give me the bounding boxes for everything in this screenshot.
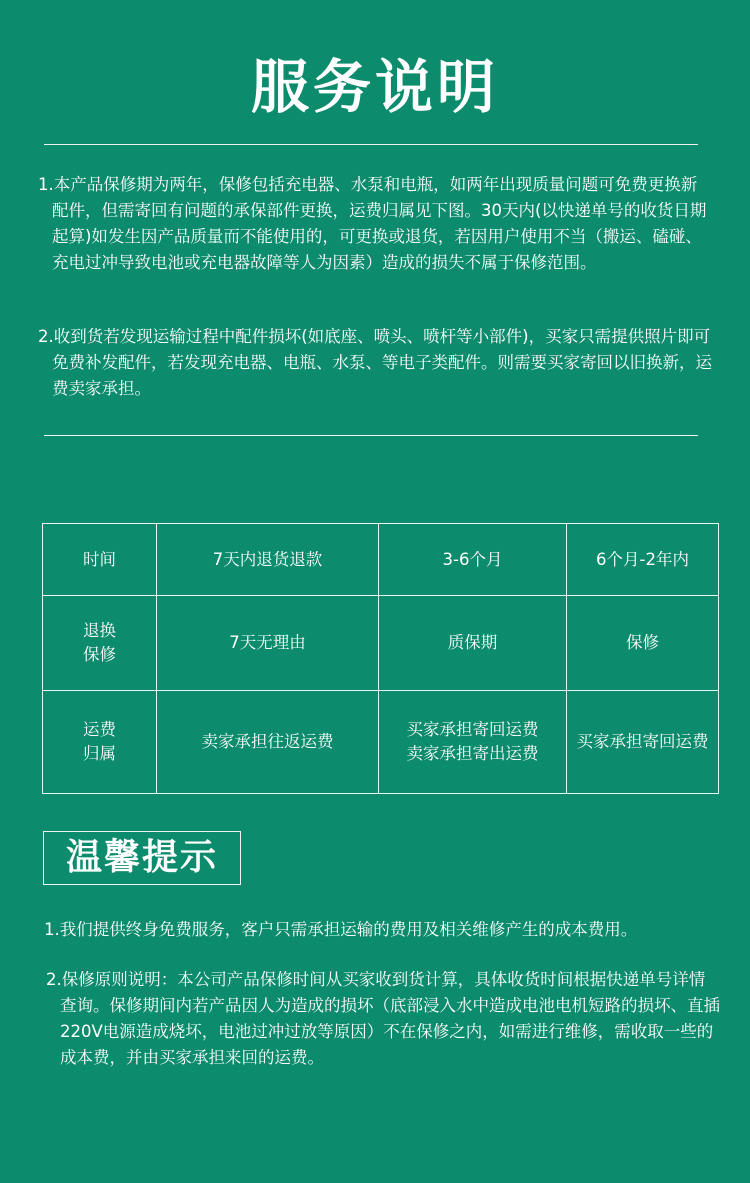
row-label-exchange-line2: 保修	[83, 645, 116, 664]
shipping-note-line1: 买家承担寄回运费	[406, 720, 539, 739]
row-label-shipping-line1: 运费	[83, 720, 116, 739]
tip-1: 1.我们提供终身免费服务，客户只需承担运输的费用及相关维修产生的成本费用。	[44, 920, 638, 939]
table-cell: 保修	[567, 596, 719, 691]
table-header-row	[43, 524, 719, 596]
table-cell: 买家承担寄回运费	[567, 691, 719, 794]
table-cell: 卖家承担往返运费	[157, 691, 379, 794]
row-label-shipping-line2: 归属	[83, 744, 116, 763]
table-header-time: 时间	[43, 524, 157, 596]
tip-2: 2.保修原则说明：本公司产品保修时间从买家收到货计算，具体收货时间根据快递单号详情查询。保修期间内若产品因人为造成的损坏（底部浸入水中造成电池电机短路的损坏、直插220V电源造成烧坏，电池过冲过放等原因）不在保修之内，如需进行维修，需收取一些的成本费，并由买家承担来回的运费。	[46, 970, 720, 1067]
row-label-exchange-line1: 退换	[83, 621, 116, 640]
table-cell: 质保期	[379, 596, 567, 691]
table-cell: 7天无理由	[157, 596, 379, 691]
page-title: 服务说明	[250, 53, 499, 121]
warranty-table	[42, 523, 719, 794]
table-cell	[379, 691, 567, 794]
service-note-1: 1.本产品保修期为两年，保修包括充电器、水泵和电瓶，如两年出现质量问题可免费更换新配件，但需寄回有问题的承保部件更换，运费归属见下图。30天内(以快递单号的收货日期起算)如发生因产品质量而不能使用的，可更换或退货，若因用户使用不当（搬运、磕碰、充电过冲导致电池或充电器故障等人为因素）造成的损失不属于保修范围。	[38, 175, 707, 272]
table-header-6months-2years: 6个月-2年内	[567, 524, 719, 596]
row-label-shipping	[43, 691, 157, 794]
row-label-exchange	[43, 596, 157, 691]
divider-bottom	[44, 435, 698, 436]
table-row-exchange	[43, 596, 719, 691]
divider-top	[44, 144, 698, 145]
shipping-note-line2: 卖家承担寄出运费	[406, 744, 539, 763]
table-header-7days: 7天内退货退款	[157, 524, 379, 596]
table-row-shipping	[43, 691, 719, 794]
table-header-3-6months: 3-6个月	[379, 524, 567, 596]
service-note-2: 2.收到货若发现运输过程中配件损坏(如底座、喷头、喷杆等小部件)，买家只需提供照片即可免费补发配件，若发现充电器、电瓶、水泵、等电子类配件。则需要买家寄回以旧换新，运费卖家承担。	[38, 327, 712, 398]
tips-heading: 温馨提示	[43, 831, 241, 885]
